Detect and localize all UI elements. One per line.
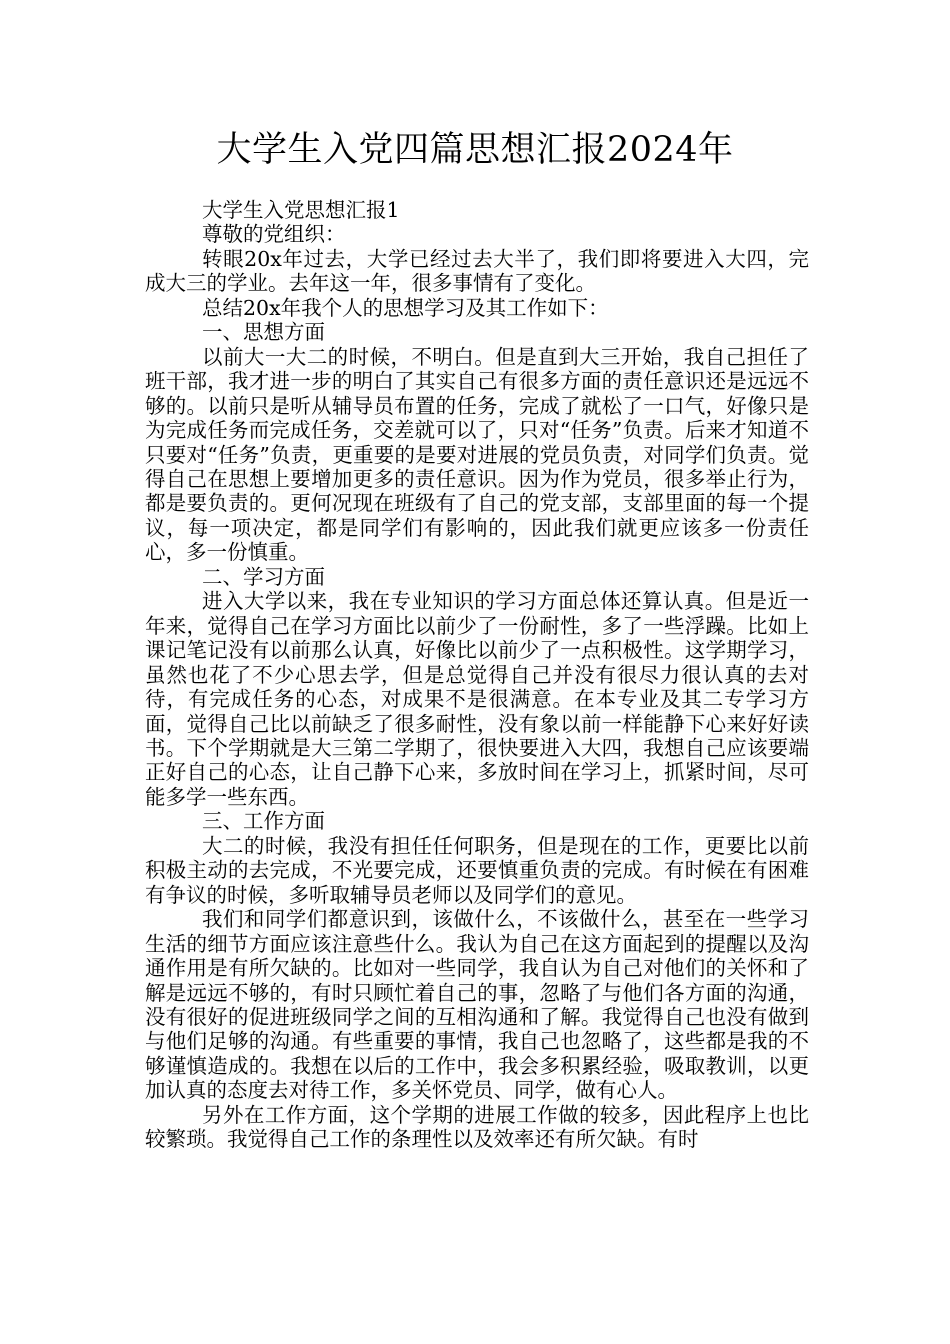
work-paragraph-2: 我们和同学们都意识到，该做什么，不该做什么，甚至在一些学习生活的细节方面应该注意些什么。我认为自己在这方面起到的提醒以及沟通作用是有所欠缺的。比如对一些同学，我自认为自己对他们的关怀和了解是远远不够的，有时只顾忙着自己的事，忽略了与他们各方面的沟通，没有很好的促进班级同学之间的互相沟通和了解。我觉得自己也没有做到与他们足够的沟通。有些重要的事情，我自己也忽略了，这些都是我的不够谨慎造成的。我想在以后的工作中，我会多积累经验，吸取教训，以更加认真的态度去对待工作，多关怀党员、同学，做有心人。 bbox=[145, 907, 809, 1103]
section-heading-thought: 一、思想方面 bbox=[202, 320, 325, 345]
intro-paragraph: 转眼20x年过去，大学已经过去大半了，我们即将要进入大四，完成大三的学业。去年这一年，很多事情有了变化。 bbox=[145, 246, 809, 296]
work-paragraph-1: 大二的时候，我没有担任任何职务，但是现在的工作，更要比以前积极主动的去完成，不光要完成，还要慎重负责的完成。有时候在有困难有争议的时候，多听取辅导员老师以及同学们的意见。 bbox=[145, 833, 809, 907]
thought-paragraph: 以前大一大二的时候，不明白。但是直到大三开始，我自己担任了班干部，我才进一步的明白了其实自己有很多方面的责任意识还是远远不够的。以前只是听从辅导员布置的任务，完成了就松了一口气，好像只是为完成任务而完成任务，交差就可以了，只对“任务”负责。后来才知道不只要对“任务”负责，更重要的是要对进展的党员负责，对同学们负责。觉得自己在思想上要增加更多的责任意识。因为作为党员，很多举止行为，都是要负责的。更何况现在班级有了自己的党支部，支部里面的每一个提议，每一项决定，都是同学们有影响的，因此我们就更应该多一份责任心，多一份慎重。 bbox=[145, 344, 809, 565]
document-body bbox=[145, 198, 809, 1152]
document-title: 大学生入党四篇思想汇报2024年 bbox=[216, 130, 734, 170]
section-heading-work: 三、工作方面 bbox=[202, 809, 325, 834]
section-heading-study: 二、学习方面 bbox=[202, 564, 325, 589]
work-paragraph-3: 另外在工作方面，这个学期的进展工作做的较多，因此程序上也比较繁琐。我觉得自己工作的条理性以及效率还有所欠缺。有时 bbox=[145, 1102, 809, 1152]
salutation: 尊敬的党组织： bbox=[202, 222, 346, 247]
report-heading: 大学生入党思想汇报1 bbox=[202, 198, 400, 222]
summary-line: 总结20x年我个人的思想学习及其工作如下： bbox=[202, 295, 609, 320]
study-paragraph: 进入大学以来，我在专业知识的学习方面总体还算认真。但是近一年来，觉得自己在学习方面比以前少了一份耐性，多了一些浮躁。比如上课记笔记没有以前那么认真，好像比以前少了一点积极性。这学期学习，虽然也花了不少心思去学，但是总觉得自己并没有很尽力很认真的去对待，有完成任务的心态，对成果不是很满意。在本专业及其二专学习方面，觉得自己比以前缺乏了很多耐性，没有象以前一样能静下心来好好读书。下个学期就是大三第二学期了，很快要进入大四，我想自己应该要端正好自己的心态，让自己静下心来，多放时间在学习上，抓紧时间，尽可能多学一些东西。 bbox=[145, 589, 809, 809]
